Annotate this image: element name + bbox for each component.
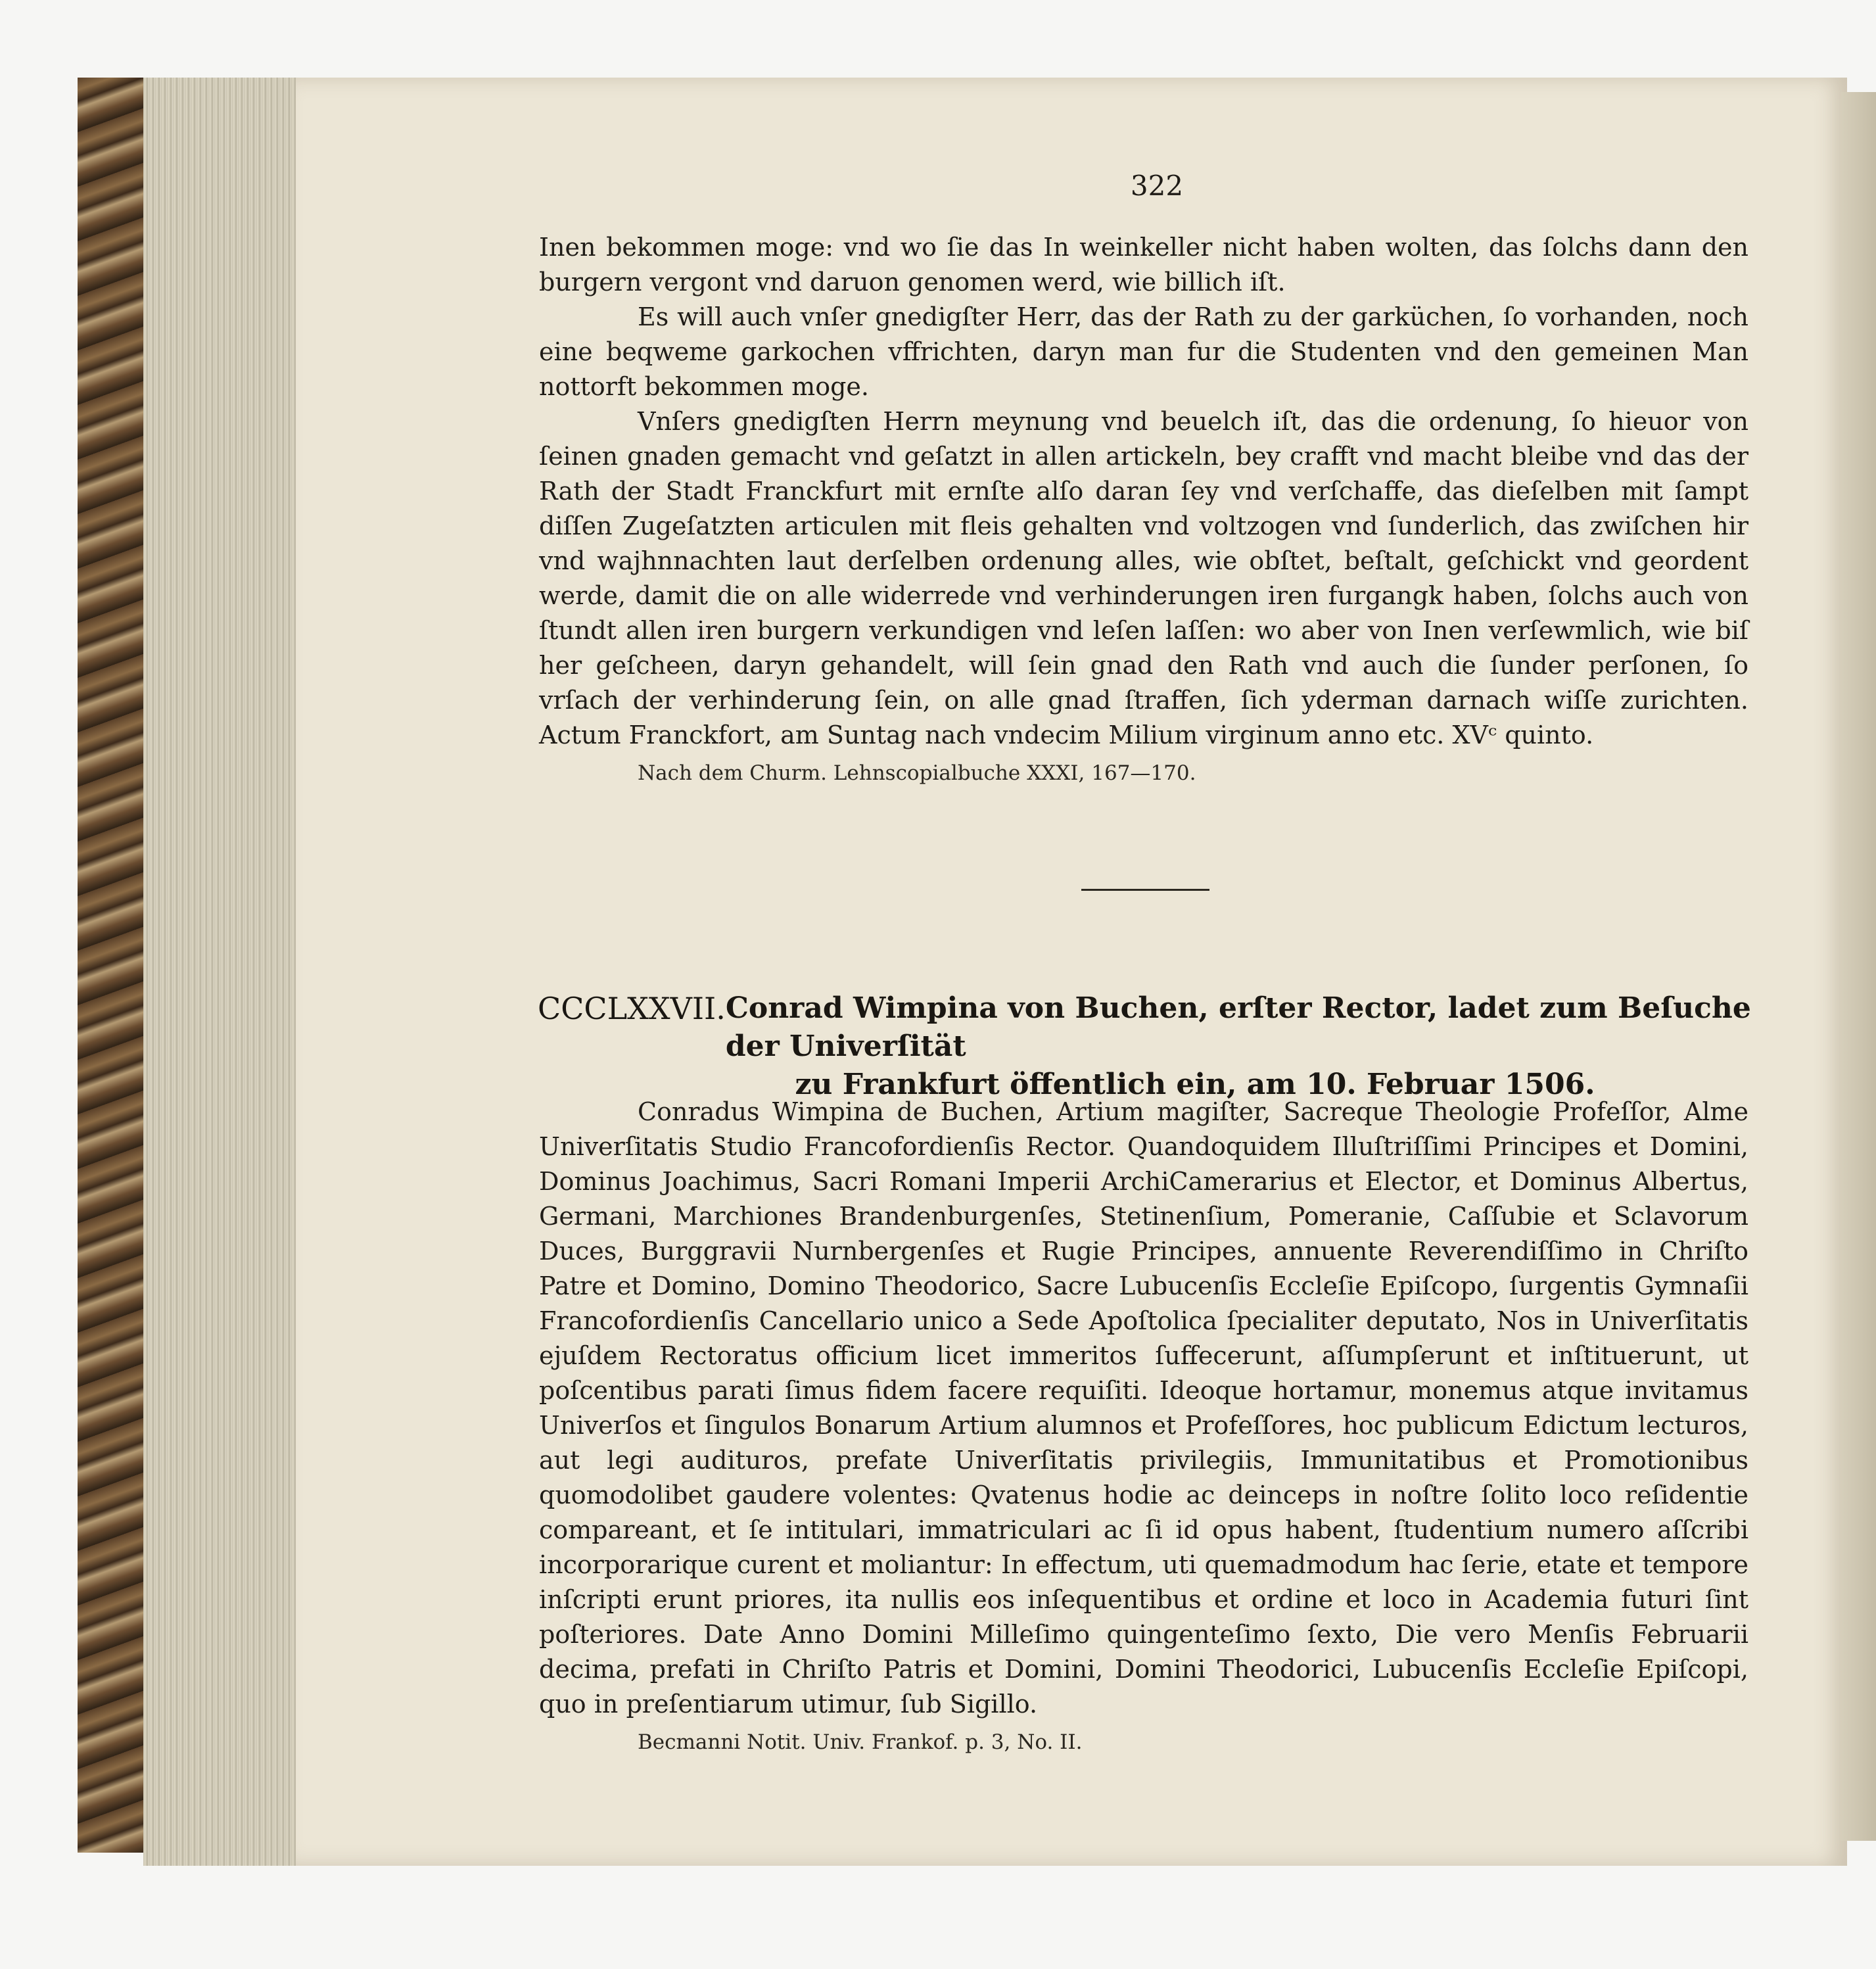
section-divider <box>1081 889 1209 891</box>
source-citation: Nach dem Churm. Lehnscopialbuche XXXI, 167—170. <box>638 761 1196 785</box>
facing-page-edge <box>1841 92 1876 1841</box>
document-title-line-2: zu Frankfurt öffentlich ein, am 10. Februar 1506. <box>795 1068 1595 1101</box>
document-number: CCCLXXVII. <box>538 991 726 1026</box>
page-edges <box>143 78 301 1866</box>
paragraph: Vnſers gnedigſten Herrn meynung vnd beuelch iſt, das die ordenung, ſo hieuor von ſeinen gnaden gemacht vnd geſatzt in allen artickeln, bey crafft vnd macht bleibe vnd das der Rath der Stadt Franckfurt mit ernſte alſo daran ſey vnd verſchaffe, das dieſelben mit ſampt diſſen Zugeſatzten articulen mit fleis gehalten vnd voltzogen vnd ſunderlich, das zwiſchen hir vnd wajhnnachten laut derſelben ordenung alles, wie obſtet, beſtalt, geſchickt vnd geordent werde, damit die on alle widerrede vnd verhinderungen iren furgangk haben, ſolchs auch von ſtundt allen iren burgern verkundigen vnd leſen laſſen: wo aber von Inen verſewmlich, wie biſ her geſcheen, daryn gehandelt, will ſein gnad den Rath vnd auch die ſunder perſonen, ſo vrſach der verhinderung ſein, on alle gnad ſtraffen, ſich yderman darnach wiſſe zurichten. Actum Franckfort, am Suntag nach vndecim Milium virginum anno etc. XVᶜ quinto. <box>539 407 1748 749</box>
paragraph: Conradus Wimpina de Buchen, Artium magiſter, Sacreque Theologie Profeſſor, Alme Univerſitatis Studio Francofordienſis Rector. Quandoquidem Illuſtriſſimi Principes et Domini, Dominus Joachimus, Sacri Romani Imperii ArchiCamerarius et Elector, et Dominus Albertus, Germani, Marchiones Brandenburgenſes, Stetinenſium, Pomeranie, Caſſubie et Sclavorum Duces, Burggravii Nurnbergenſes et Rugie Principes, annuente Reverendiſſimo in Chriſto Patre et Domino, Domino Theodorico, Sacre Lubucenſis Eccleſie Epiſcopo, ſurgentis Gymnaſii Francofordienſis Cancellario unico a Sede Apoſtolica ſpecialiter deputato, Nos in Univerſitatis ejuſdem Rectoratus officium licet immeritos ſuffecerunt, aſſumpſerunt et inſtituerunt, ut poſcentibus parati ſimus fidem facere requiſiti. Ideoque hortamur, monemus atque invitamus Univerſos et ſingulos Bonarum Artium alumnos et Profeſſores, hoc publicum Edictum lecturos, aut legi audituros, prefate Univerſitatis privilegiis, Immunitatibus et Promotionibus quomodolibet gaudere volentes: Qvatenus hodie ac deinceps in noſtre ſolito loco reſidentie compareant, et ſe intitulari, immatriculari ac ſi id opus habent, ſtudentium numero aſſcribi incorporarique curent et moliantur: In effectum, uti quemadmodum hac ſerie, etate et tempore inſcripti erunt priores, ita nullis eos inſequentibus et ordine et loco in Academia futuri ſint poſteriores. Date Anno Domini Milleſimo quingenteſimo ſexto, Die vero Menſis Februarii decima, prefati in Chriſto Patris et Domini, Domini Theodorici, Lubucenſis Eccleſie Epiſcopi, quo in preſentiarum utimur, ſub Sigillo. <box>539 1097 1748 1719</box>
page-number: 322 <box>1130 170 1184 202</box>
document-1-text <box>539 230 1748 790</box>
paragraph: Es will auch vnſer gnedigſter Herr, das der Rath zu der garküchen, ſo vorhanden, noch eine beqweme garkochen vffrichten, daryn man fur die Studenten vnd den gemeinen Man nottorft bekommen moge. <box>539 302 1748 401</box>
paragraph: Inen bekommen moge: vnd wo ſie das In weinkeller nicht haben wolten, das ſolchs dann den burgern vergont vnd daruon genomen werd, wie billich iſt. <box>539 233 1748 297</box>
source-citation: Becmanni Notit. Univ. Frankof. p. 3, No. II. <box>638 1730 1083 1754</box>
marbled-cover <box>78 78 146 1853</box>
document-2-text <box>539 1095 1748 1759</box>
document-title-line-1: Conrad Wimpina von Buchen, erſter Rector, ladet zum Beſuche der Univerſität <box>725 991 1751 1063</box>
document-heading <box>538 989 1754 1104</box>
